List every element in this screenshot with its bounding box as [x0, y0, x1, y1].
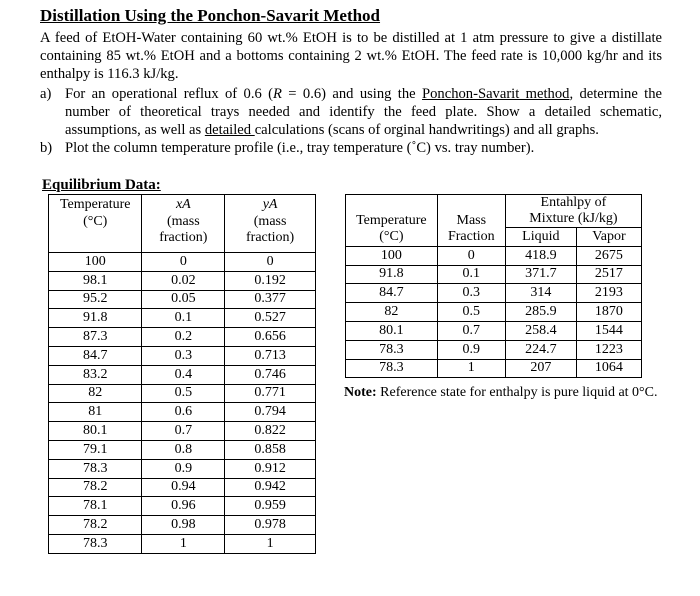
- table-cell: 0.98: [142, 516, 225, 535]
- question-b-text: Plot the column temperature profile (i.e., tray temperature (˚C) vs. tray number).: [65, 140, 535, 156]
- xa-header: [142, 195, 225, 253]
- table-cell: 2675: [576, 246, 641, 265]
- table-cell: 84.7: [49, 346, 142, 365]
- ya-header-line1: (mass: [253, 213, 287, 229]
- table-cell: 224.7: [505, 340, 576, 359]
- equilibrium-table-body: [49, 253, 316, 554]
- table-cell: 100: [346, 246, 438, 265]
- liquid-header: Liquid: [505, 228, 576, 247]
- table-cell: 0.713: [225, 346, 316, 365]
- reflux-symbol: R: [273, 86, 282, 102]
- enthalpy-note: [344, 384, 662, 401]
- table-cell: 81: [49, 403, 142, 422]
- note-text: Reference state for enthalpy is pure liquid at 0°C.: [376, 385, 658, 400]
- table-cell: 258.4: [505, 321, 576, 340]
- table-cell: 0.6: [142, 403, 225, 422]
- equilibrium-row: [49, 403, 316, 422]
- table-cell: 0: [142, 253, 225, 272]
- equilibrium-row: [49, 271, 316, 290]
- equilibrium-row: [49, 459, 316, 478]
- equilibrium-row: [49, 365, 316, 384]
- xa-header-line2: fraction): [159, 230, 208, 245]
- question-b-label: b): [40, 140, 53, 156]
- table-cell: 1: [437, 359, 505, 378]
- equilibrium-row: [49, 328, 316, 347]
- table-cell: 79.1: [49, 440, 142, 459]
- table-cell: 80.1: [49, 422, 142, 441]
- table-cell: 0.942: [225, 478, 316, 497]
- table-cell: 1223: [576, 340, 641, 359]
- enthalpy-table-body: [346, 246, 642, 378]
- equilibrium-row: [49, 253, 316, 272]
- question-a-label: a): [40, 86, 52, 102]
- table-cell: 82: [346, 303, 438, 322]
- vapor-header: Vapor: [576, 228, 641, 247]
- table-cell: 0.3: [437, 284, 505, 303]
- enthalpy-header-line1: Entahlpy of: [540, 195, 607, 210]
- question-b: [40, 139, 662, 157]
- table-cell: 0.527: [225, 309, 316, 328]
- table-cell: 285.9: [505, 303, 576, 322]
- table-cell: 1: [142, 534, 225, 553]
- table-cell: 78.3: [49, 534, 142, 553]
- table-cell: 0.94: [142, 478, 225, 497]
- table-cell: 0.822: [225, 422, 316, 441]
- equilibrium-table: [48, 194, 316, 554]
- enthalpy-row: [346, 284, 642, 303]
- table-cell: 0.858: [225, 440, 316, 459]
- ya-symbol: yA: [262, 197, 278, 212]
- temperature-header-line1: Temperature: [59, 197, 131, 212]
- table-cell: 0.794: [225, 403, 316, 422]
- table-cell: 0.5: [437, 303, 505, 322]
- table-cell: 1: [225, 534, 316, 553]
- table-cell: 82: [49, 384, 142, 403]
- table-cell: 0.7: [142, 422, 225, 441]
- enthalpy-row: [346, 265, 642, 284]
- table-cell: 78.2: [49, 478, 142, 497]
- table-cell: 0.1: [437, 265, 505, 284]
- table-cell: 0.7: [437, 321, 505, 340]
- equilibrium-row: [49, 290, 316, 309]
- enthalpy-temp-header: [346, 195, 438, 247]
- enthalpy-row: [346, 246, 642, 265]
- table-cell: 0.1: [142, 309, 225, 328]
- table-cell: 0.8: [142, 440, 225, 459]
- table-cell: 0.4: [142, 365, 225, 384]
- table-cell: 0.377: [225, 290, 316, 309]
- question-a: [40, 85, 662, 139]
- question-a-text-3: , determine the number of theoretical trays needed and identify the feed plate. Show a detailed schematic, assumptions, as well as: [65, 86, 662, 138]
- table-cell: 0.978: [225, 516, 316, 535]
- table-cell: 0.9: [142, 459, 225, 478]
- table-cell: 78.3: [49, 459, 142, 478]
- table-cell: 2517: [576, 265, 641, 284]
- equilibrium-row: [49, 422, 316, 441]
- table-cell: 80.1: [346, 321, 438, 340]
- table-cell: 0.3: [142, 346, 225, 365]
- table-cell: 0.746: [225, 365, 316, 384]
- note-label: Note:: [344, 385, 377, 400]
- table-cell: 78.2: [49, 516, 142, 535]
- enthalpy-header: [505, 195, 641, 228]
- table-cell: 83.2: [49, 365, 142, 384]
- question-a-text-1: For an operational reflux of 0.6 (: [65, 86, 274, 102]
- table-cell: 84.7: [346, 284, 438, 303]
- enthalpy-header-line2: Mixture (kJ/kg): [529, 211, 618, 226]
- equilibrium-row: [49, 516, 316, 535]
- equilibrium-row: [49, 534, 316, 553]
- table-cell: 91.8: [346, 265, 438, 284]
- ya-header-line2: fraction): [246, 230, 295, 245]
- table-cell: 78.3: [346, 359, 438, 378]
- enthalpy-temp-header-line2: (°C): [379, 229, 404, 244]
- equilibrium-header-row: [49, 195, 316, 253]
- equilibrium-row: [49, 478, 316, 497]
- table-cell: 418.9: [505, 246, 576, 265]
- table-cell: 0.959: [225, 497, 316, 516]
- table-cell: 91.8: [49, 309, 142, 328]
- equilibrium-row: [49, 497, 316, 516]
- table-cell: 95.2: [49, 290, 142, 309]
- table-cell: 1870: [576, 303, 641, 322]
- enthalpy-row: [346, 359, 642, 378]
- table-cell: 87.3: [49, 328, 142, 347]
- table-cell: 0.656: [225, 328, 316, 347]
- table-cell: 371.7: [505, 265, 576, 284]
- question-a-text-2: = 0.6) and using the: [281, 86, 423, 102]
- question-a-text: [65, 85, 662, 139]
- enthalpy-row: [346, 340, 642, 359]
- equilibrium-row: [49, 309, 316, 328]
- table-cell: 0.05: [142, 290, 225, 309]
- table-cell: 0.02: [142, 271, 225, 290]
- table-cell: 0.771: [225, 384, 316, 403]
- table-cell: 1544: [576, 321, 641, 340]
- table-cell: 0: [225, 253, 316, 272]
- enthalpy-row: [346, 321, 642, 340]
- table-cell: 1064: [576, 359, 641, 378]
- mass-fraction-header: [437, 195, 505, 247]
- enthalpy-row: [346, 303, 642, 322]
- table-cell: 0: [437, 246, 505, 265]
- table-cell: 78.3: [346, 340, 438, 359]
- mass-fraction-header-line1: Mass: [456, 213, 487, 228]
- table-cell: 78.1: [49, 497, 142, 516]
- ya-header: [225, 195, 316, 253]
- equilibrium-title: Equilibrium Data:: [42, 177, 161, 193]
- table-cell: 2193: [576, 284, 641, 303]
- table-cell: 0.192: [225, 271, 316, 290]
- page-title: Distillation Using the Ponchon-Savarit Method: [40, 6, 381, 25]
- table-cell: 0.9: [437, 340, 505, 359]
- questions: [40, 85, 662, 157]
- xa-header-line1: (mass: [166, 213, 200, 229]
- table-cell: 0.912: [225, 459, 316, 478]
- mass-fraction-header-line2: Fraction: [447, 229, 495, 244]
- temperature-header: [49, 195, 142, 253]
- table-cell: 0.96: [142, 497, 225, 516]
- table-cell: 314: [505, 284, 576, 303]
- detailed-underline: detailed: [204, 122, 255, 138]
- table-cell: 98.1: [49, 271, 142, 290]
- temperature-header-line2: (°C): [83, 213, 108, 229]
- problem-intro: A feed of EtOH-Water containing 60 wt.% EtOH is to be distilled at 1 atm pressure to give a distillate containing 85 wt.% EtOH and a bottoms containing 2 wt.% EtOH. The feed rate is 10,000 kg/hr and its enthalpy is 116.3 kJ/kg.: [40, 30, 662, 82]
- table-cell: 0.2: [142, 328, 225, 347]
- equilibrium-row: [49, 384, 316, 403]
- question-a-text-4: calculations (scans of orginal handwritings) and all graphs.: [254, 122, 599, 138]
- xa-symbol: xA: [175, 197, 191, 212]
- table-cell: 0.5: [142, 384, 225, 403]
- table-cell: 100: [49, 253, 142, 272]
- table-cell: 207: [505, 359, 576, 378]
- equilibrium-row: [49, 346, 316, 365]
- method-underline: Ponchon-Savarit method: [422, 86, 570, 102]
- enthalpy-temp-header-line1: Temperature: [356, 213, 427, 228]
- equilibrium-row: [49, 440, 316, 459]
- enthalpy-table: [345, 194, 642, 378]
